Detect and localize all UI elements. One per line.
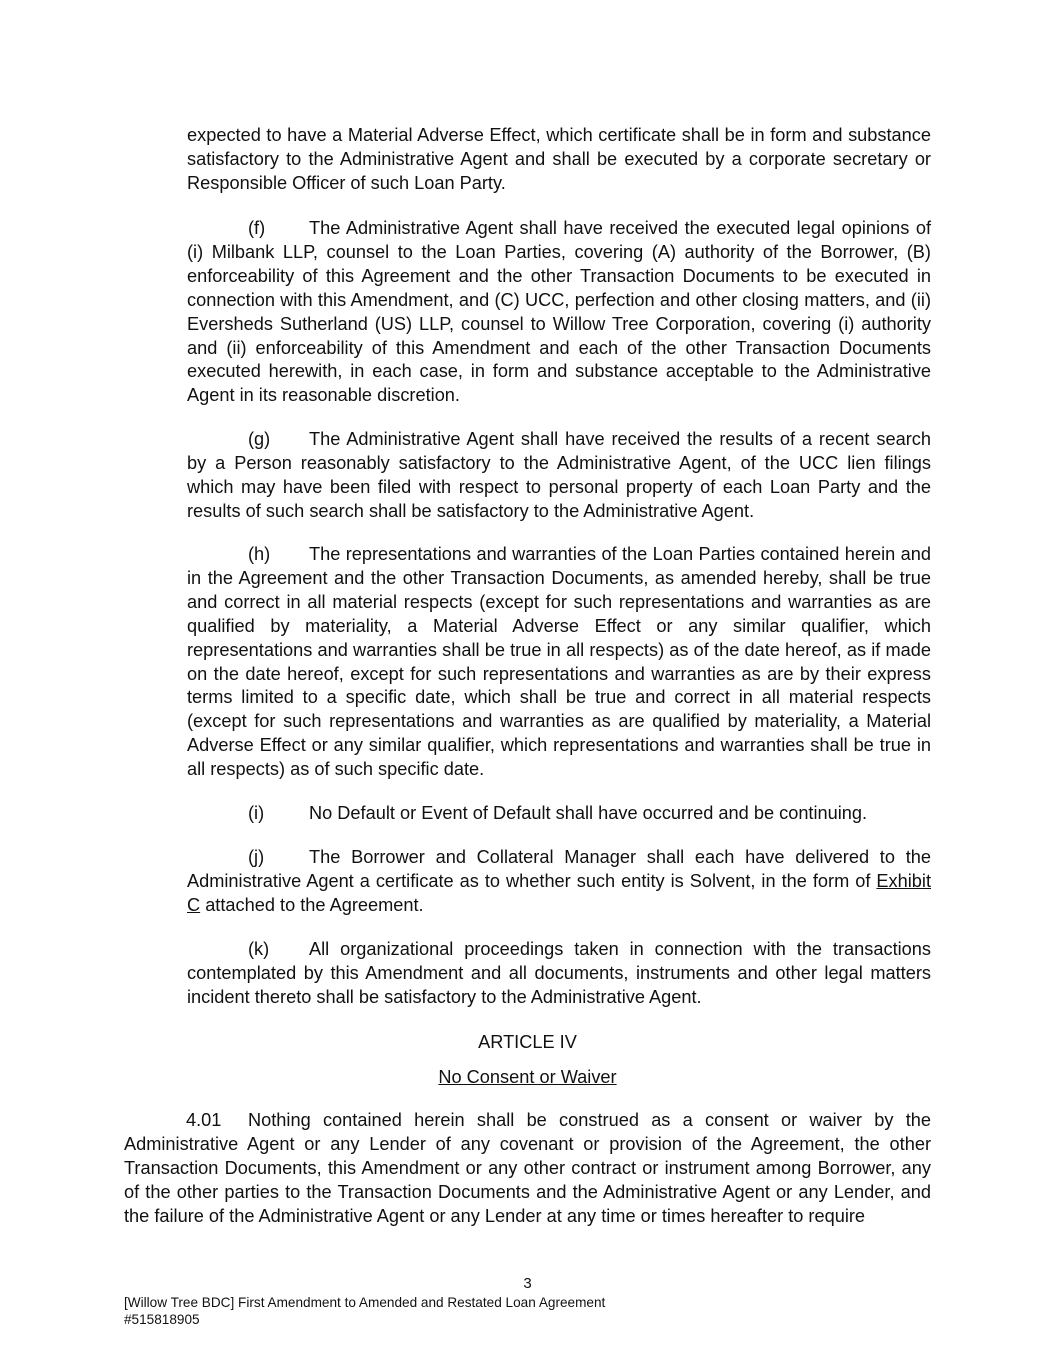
clause-text: The Borrower and Collateral Manager shall each have delivered to the Administrative Agent a certificate as to whether such entity is Solvent, in the form of <box>187 847 931 891</box>
clause-j <box>187 846 931 918</box>
intro-paragraph: expected to have a Material Adverse Effect, which certificate shall be in form and substance satisfactory to the Administrative Agent and shall be executed by a corporate secretary or Responsible Officer of such Loan Party. <box>187 125 931 193</box>
exhibit-c-reference: Exhibit C <box>187 870 931 915</box>
section-label: 4.01 <box>186 1110 222 1130</box>
page-number: 3 <box>523 1275 532 1292</box>
clause-label: (k) <box>248 939 270 959</box>
clause-k <box>187 938 931 1010</box>
clause-f <box>187 217 931 408</box>
footer-doc-id: #515818905 <box>124 1312 200 1327</box>
clause-text: All organizational proceedings taken in connection with the transactions contemplated by this Amendment and all documents, instruments and other legal matters incident thereto shall be satisfactory to the Administrative Agent. <box>187 939 931 1007</box>
footer-doc-title: [Willow Tree BDC] First Amendment to Amended and Restated Loan Agreement <box>124 1295 606 1310</box>
clause-label: (i) <box>248 803 265 823</box>
clause-label: (g) <box>248 429 271 449</box>
clause-label: (h) <box>248 544 271 564</box>
clause-text: The Administrative Agent shall have received the executed legal opinions of (i) Milbank LLP, counsel to the Loan Parties, covering (A) authority of the Borrower, (B) enforceability of this Agreement and the other Transaction Documents to be executed in connection with this Amendment, and (C) UCC, perfection and other closing matters, and (ii) Eversheds Sutherland (US) LLP, counsel to Willow Tree Corporation, covering (i) authority and (ii) enforceability of this Amendment and each of the other Transaction Documents executed herewith, in each case, in form and substance acceptable to the Administrative Agent in its reasonable discretion. <box>187 218 931 406</box>
article-title <box>0 1065 1055 1089</box>
clause-label: (f) <box>248 218 266 238</box>
clause-label: (j) <box>248 847 265 867</box>
clause-text: The Administrative Agent shall have received the results of a recent search by a Person reasonably satisfactory to the Administrative Agent, of the UCC lien filings which may have been filed with respect to personal property of each Loan Party and the results of such search shall be satisfactory to the Administrative Agent. <box>187 429 931 521</box>
clause-h <box>187 543 931 782</box>
clause-g <box>187 428 931 524</box>
clause-text: No Default or Event of Default shall have occurred and be continuing. <box>309 803 868 823</box>
clause-i <box>187 802 931 826</box>
section-4-01 <box>124 1109 931 1229</box>
section-text: Nothing contained herein shall be construed as a consent or waiver by the Administrative Agent or any Lender of any covenant or provision of the Agreement, the other Transaction Documents, this Amendment or any other contract or instrument among Borrower, any of the other parties to the Transaction Documents and the Administrative Agent or any Lender, and the failure of the Administrative Agent or any Lender at any time or times hereafter to require <box>124 1110 931 1226</box>
clause-text: The representations and warranties of the Loan Parties contained herein and in the Agreement and the other Transaction Documents, as amended hereby, shall be true and correct in all material respects (except for such representations and warranties as are qualified by materiality, a Material Adverse Effect or any similar qualifier, which representations and warranties shall be true in all respects) as of the date hereof, as if made on the date hereof, except for such representations and warranties as are by their express terms limited to a specific date, which shall be true and correct in all material respects (except for such representations and warranties as are qualified by materiality, a Material Adverse Effect or any similar qualifier, which representations and warranties shall be true in all respects) as of such specific date. <box>187 544 931 780</box>
article-heading: ARTICLE IV <box>478 1032 577 1052</box>
article-title-text: No Consent or Waiver <box>438 1067 617 1087</box>
clause-text-after: attached to the Agreement. <box>200 894 424 915</box>
